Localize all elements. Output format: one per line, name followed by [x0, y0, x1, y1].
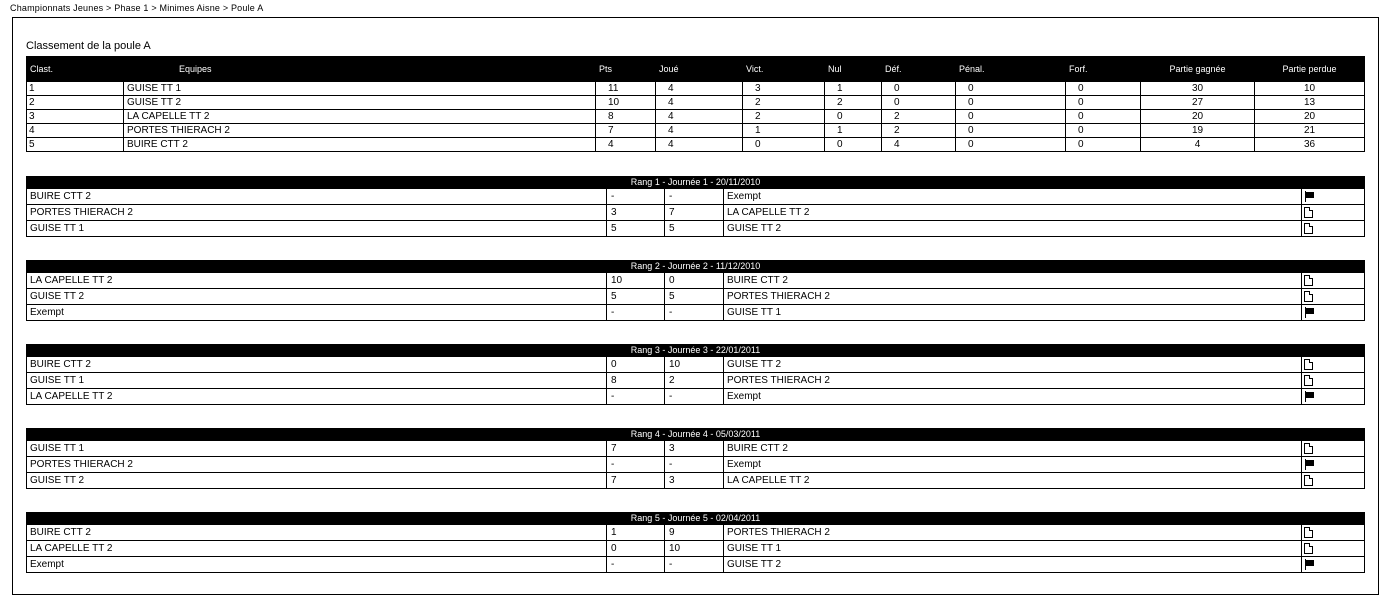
standings-header-row — [27, 57, 1365, 82]
standings-cell-equipe: GUISE TT 1 — [124, 82, 596, 96]
document-icon[interactable] — [1304, 527, 1313, 538]
match-away-score: 10 — [665, 541, 724, 557]
round-table — [26, 260, 1365, 321]
match-row — [27, 205, 1365, 221]
round-table — [26, 344, 1365, 405]
standings-table — [26, 56, 1365, 152]
match-away-team: Exempt — [724, 189, 1302, 205]
match-away-team: PORTES THIERACH 2 — [724, 373, 1302, 389]
standings-cell-gagnee: 19 — [1141, 124, 1255, 138]
col-pts: Pts — [596, 57, 656, 82]
match-row — [27, 457, 1365, 473]
col-joue: Joué — [656, 57, 743, 82]
match-away-score: - — [665, 189, 724, 205]
standings-cell-def: 0 — [882, 96, 956, 110]
match-sheet-cell[interactable] — [1302, 373, 1365, 389]
standings-cell-joue: 4 — [656, 138, 743, 152]
match-row — [27, 373, 1365, 389]
match-away-team: Exempt — [724, 457, 1302, 473]
match-home-team: GUISE TT 1 — [27, 441, 607, 457]
match-sheet-cell[interactable] — [1302, 289, 1365, 305]
match-row — [27, 557, 1365, 573]
standings-cell-vict: 2 — [743, 110, 825, 124]
table-row — [27, 110, 1365, 124]
round-header: Rang 4 - Journée 4 - 05/03/2011 — [27, 429, 1365, 441]
round-table — [26, 512, 1365, 573]
round-header: Rang 3 - Journée 3 - 22/01/2011 — [27, 345, 1365, 357]
match-sheet-cell[interactable] — [1302, 541, 1365, 557]
match-away-score: - — [665, 389, 724, 405]
match-away-team: GUISE TT 1 — [724, 541, 1302, 557]
col-def: Déf. — [882, 57, 956, 82]
document-icon[interactable] — [1304, 475, 1313, 486]
table-row — [27, 96, 1365, 110]
standings-cell-penal: 0 — [956, 124, 1066, 138]
match-away-team: PORTES THIERACH 2 — [724, 289, 1302, 305]
match-home-team: GUISE TT 1 — [27, 373, 607, 389]
col-penal: Pénal. — [956, 57, 1066, 82]
match-home-score: - — [607, 389, 665, 405]
flag-icon[interactable] — [1304, 307, 1315, 318]
match-row — [27, 357, 1365, 373]
match-sheet-cell[interactable] — [1302, 525, 1365, 541]
standings-cell-clast: 1 — [27, 82, 124, 96]
document-icon[interactable] — [1304, 443, 1313, 454]
round-header-row — [27, 177, 1365, 189]
standings-cell-nul: 1 — [825, 82, 882, 96]
standings-cell-joue: 4 — [656, 124, 743, 138]
standings-cell-vict: 3 — [743, 82, 825, 96]
match-away-team: GUISE TT 1 — [724, 305, 1302, 321]
match-sheet-cell[interactable] — [1302, 273, 1365, 289]
match-sheet-cell[interactable] — [1302, 221, 1365, 237]
document-icon[interactable] — [1304, 223, 1313, 234]
match-home-score: 7 — [607, 473, 665, 489]
round-table — [26, 176, 1365, 237]
standings-cell-def: 2 — [882, 110, 956, 124]
standings-cell-vict: 1 — [743, 124, 825, 138]
standings-cell-def: 2 — [882, 124, 956, 138]
match-home-score: - — [607, 189, 665, 205]
match-away-team: LA CAPELLE TT 2 — [724, 205, 1302, 221]
match-sheet-cell[interactable] — [1302, 389, 1365, 405]
document-icon[interactable] — [1304, 359, 1313, 370]
standings-cell-nul: 0 — [825, 110, 882, 124]
standings-cell-gagnee: 30 — [1141, 82, 1255, 96]
match-home-score: 8 — [607, 373, 665, 389]
match-away-score: 3 — [665, 441, 724, 457]
document-icon[interactable] — [1304, 275, 1313, 286]
match-row — [27, 273, 1365, 289]
match-row — [27, 541, 1365, 557]
match-home-score: 1 — [607, 525, 665, 541]
match-home-team: LA CAPELLE TT 2 — [27, 541, 607, 557]
standings-cell-perdue: 36 — [1255, 138, 1365, 152]
standings-cell-perdue: 21 — [1255, 124, 1365, 138]
standings-cell-pts: 10 — [596, 96, 656, 110]
standings-cell-forf: 0 — [1066, 138, 1141, 152]
match-away-score: 7 — [665, 205, 724, 221]
match-sheet-cell[interactable] — [1302, 457, 1365, 473]
document-icon[interactable] — [1304, 291, 1313, 302]
match-away-score: 10 — [665, 357, 724, 373]
table-row — [27, 124, 1365, 138]
document-icon[interactable] — [1304, 543, 1313, 554]
standings-cell-nul: 0 — [825, 138, 882, 152]
match-home-score: 10 — [607, 273, 665, 289]
flag-icon[interactable] — [1304, 559, 1315, 570]
flag-icon[interactable] — [1304, 191, 1315, 202]
match-row — [27, 305, 1365, 321]
round-header: Rang 2 - Journée 2 - 11/12/2010 — [27, 261, 1365, 273]
standings-cell-equipe: BUIRE CTT 2 — [124, 138, 596, 152]
match-row — [27, 389, 1365, 405]
match-home-score: 7 — [607, 441, 665, 457]
standings-cell-clast: 2 — [27, 96, 124, 110]
round-header-row — [27, 345, 1365, 357]
match-home-score: - — [607, 305, 665, 321]
standings-cell-nul: 1 — [825, 124, 882, 138]
match-home-team: Exempt — [27, 557, 607, 573]
match-away-score: - — [665, 305, 724, 321]
match-row — [27, 441, 1365, 457]
flag-icon[interactable] — [1304, 459, 1315, 470]
match-home-team: GUISE TT 2 — [27, 289, 607, 305]
standings-cell-joue: 4 — [656, 96, 743, 110]
col-equipes: Equipes — [124, 57, 596, 82]
standings-cell-def: 0 — [882, 82, 956, 96]
match-home-score: - — [607, 457, 665, 473]
col-forf: Forf. — [1066, 57, 1141, 82]
standings-cell-gagnee: 20 — [1141, 110, 1255, 124]
round-header-row — [27, 261, 1365, 273]
standings-cell-gagnee: 4 — [1141, 138, 1255, 152]
col-nul: Nul — [825, 57, 882, 82]
match-away-team: BUIRE CTT 2 — [724, 273, 1302, 289]
standings-cell-penal: 0 — [956, 96, 1066, 110]
match-row — [27, 525, 1365, 541]
match-home-team: BUIRE CTT 2 — [27, 189, 607, 205]
match-away-score: 3 — [665, 473, 724, 489]
match-home-team: Exempt — [27, 305, 607, 321]
match-sheet-cell[interactable] — [1302, 441, 1365, 457]
standings-cell-penal: 0 — [956, 82, 1066, 96]
standings-cell-pts: 7 — [596, 124, 656, 138]
match-row — [27, 289, 1365, 305]
standings-cell-clast: 5 — [27, 138, 124, 152]
match-sheet-cell[interactable] — [1302, 305, 1365, 321]
match-home-team: BUIRE CTT 2 — [27, 525, 607, 541]
col-partie-perdue: Partie perdue — [1255, 57, 1365, 82]
match-away-team: PORTES THIERACH 2 — [724, 525, 1302, 541]
standings-cell-joue: 4 — [656, 110, 743, 124]
match-row — [27, 221, 1365, 237]
match-away-score: 5 — [665, 289, 724, 305]
standings-cell-equipe: PORTES THIERACH 2 — [124, 124, 596, 138]
match-sheet-cell[interactable] — [1302, 473, 1365, 489]
standings-cell-forf: 0 — [1066, 124, 1141, 138]
match-away-team: GUISE TT 2 — [724, 557, 1302, 573]
standings-cell-forf: 0 — [1066, 110, 1141, 124]
match-home-team: GUISE TT 2 — [27, 473, 607, 489]
match-sheet-cell[interactable] — [1302, 205, 1365, 221]
flag-icon[interactable] — [1304, 391, 1315, 402]
match-home-score: 0 — [607, 541, 665, 557]
standings-cell-penal: 0 — [956, 110, 1066, 124]
match-row — [27, 473, 1365, 489]
match-away-team: Exempt — [724, 389, 1302, 405]
match-home-score: 3 — [607, 205, 665, 221]
match-home-score: - — [607, 557, 665, 573]
standings-cell-clast: 3 — [27, 110, 124, 124]
standings-cell-pts: 4 — [596, 138, 656, 152]
standings-cell-vict: 0 — [743, 138, 825, 152]
match-home-team: LA CAPELLE TT 2 — [27, 389, 607, 405]
standings-cell-vict: 2 — [743, 96, 825, 110]
document-icon[interactable] — [1304, 207, 1313, 218]
match-away-score: - — [665, 557, 724, 573]
standings-cell-pts: 8 — [596, 110, 656, 124]
match-home-team: PORTES THIERACH 2 — [27, 205, 607, 221]
match-away-score: 0 — [665, 273, 724, 289]
round-header-row — [27, 513, 1365, 525]
standings-cell-equipe: LA CAPELLE TT 2 — [124, 110, 596, 124]
match-home-team: PORTES THIERACH 2 — [27, 457, 607, 473]
standings-cell-joue: 4 — [656, 82, 743, 96]
match-home-score: 0 — [607, 357, 665, 373]
match-home-score: 5 — [607, 289, 665, 305]
match-away-score: 2 — [665, 373, 724, 389]
match-home-score: 5 — [607, 221, 665, 237]
standings-cell-perdue: 20 — [1255, 110, 1365, 124]
match-sheet-cell[interactable] — [1302, 557, 1365, 573]
standings-cell-pts: 11 — [596, 82, 656, 96]
col-vict: Vict. — [743, 57, 825, 82]
match-away-team: LA CAPELLE TT 2 — [724, 473, 1302, 489]
match-away-score: 5 — [665, 221, 724, 237]
match-home-team: GUISE TT 1 — [27, 221, 607, 237]
col-partie-gagnee: Partie gagnée — [1141, 57, 1255, 82]
standings-cell-penal: 0 — [956, 138, 1066, 152]
table-row — [27, 138, 1365, 152]
standings-cell-forf: 0 — [1066, 82, 1141, 96]
document-icon[interactable] — [1304, 375, 1313, 386]
breadcrumb: Championnats Jeunes > Phase 1 > Minimes Aisne > Poule A — [10, 3, 264, 13]
standings-cell-def: 4 — [882, 138, 956, 152]
standings-cell-perdue: 10 — [1255, 82, 1365, 96]
table-row — [27, 82, 1365, 96]
standings-cell-forf: 0 — [1066, 96, 1141, 110]
match-home-team: LA CAPELLE TT 2 — [27, 273, 607, 289]
standings-cell-clast: 4 — [27, 124, 124, 138]
match-sheet-cell[interactable] — [1302, 189, 1365, 205]
standings-cell-nul: 2 — [825, 96, 882, 110]
match-home-team: BUIRE CTT 2 — [27, 357, 607, 373]
page-title: Classement de la poule A — [26, 40, 151, 52]
match-sheet-cell[interactable] — [1302, 357, 1365, 373]
standings-cell-gagnee: 27 — [1141, 96, 1255, 110]
match-away-team: BUIRE CTT 2 — [724, 441, 1302, 457]
round-header: Rang 5 - Journée 5 - 02/04/2011 — [27, 513, 1365, 525]
standings-cell-perdue: 13 — [1255, 96, 1365, 110]
match-away-team: GUISE TT 2 — [724, 357, 1302, 373]
col-clast: Clast. — [27, 57, 124, 82]
match-away-score: - — [665, 457, 724, 473]
match-away-team: GUISE TT 2 — [724, 221, 1302, 237]
standings-cell-equipe: GUISE TT 2 — [124, 96, 596, 110]
round-header-row — [27, 429, 1365, 441]
round-header: Rang 1 - Journée 1 - 20/11/2010 — [27, 177, 1365, 189]
match-away-score: 9 — [665, 525, 724, 541]
match-row — [27, 189, 1365, 205]
round-table — [26, 428, 1365, 489]
